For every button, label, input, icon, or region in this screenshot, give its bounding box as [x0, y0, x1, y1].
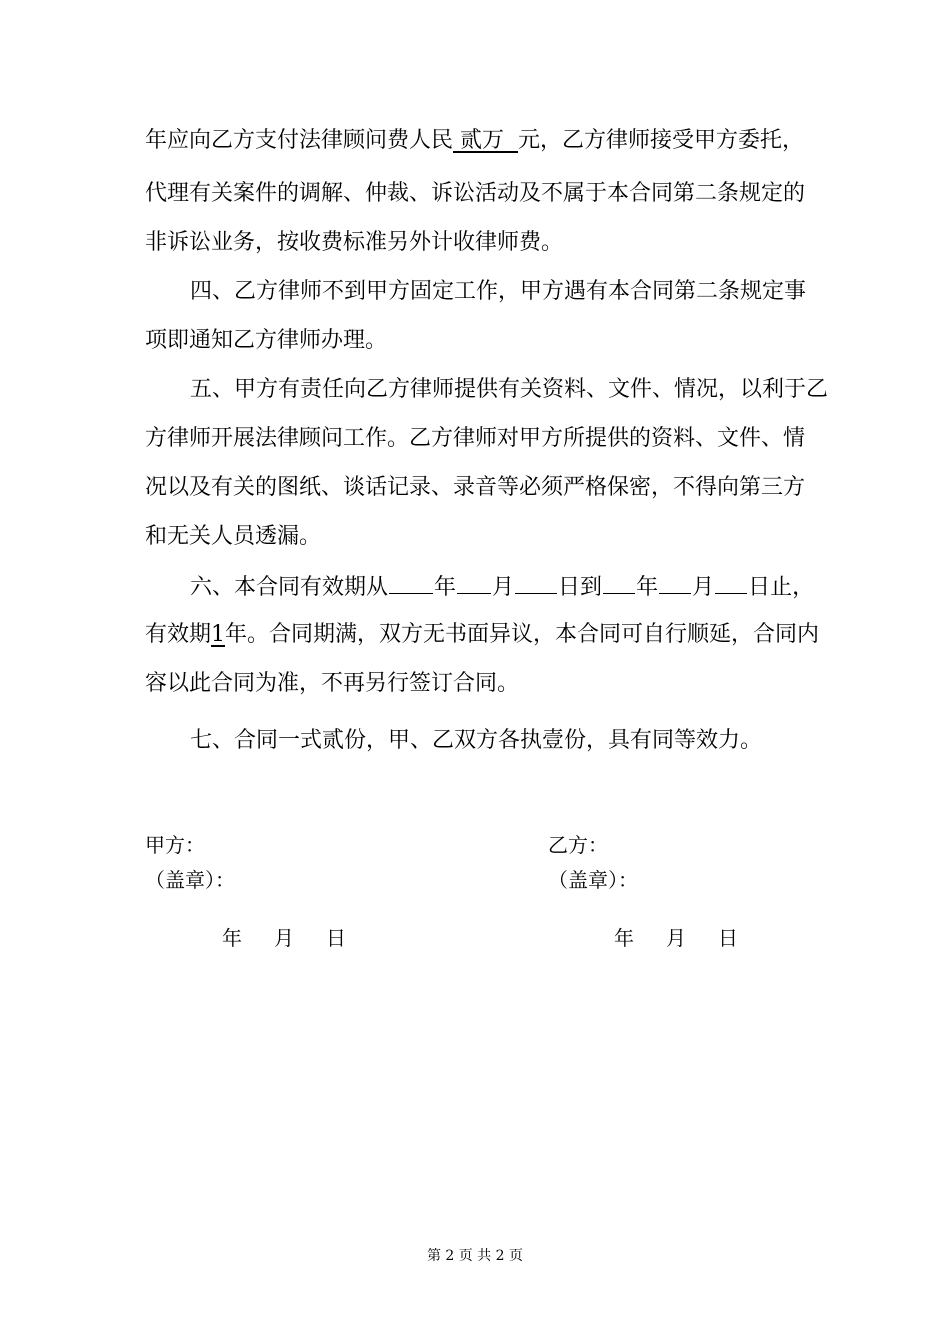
- validity-years: 1: [211, 622, 226, 647]
- end-month-blank: [659, 571, 691, 594]
- party-b-seal: （盖章）：: [548, 868, 638, 892]
- party-b-label: 乙方：: [548, 833, 608, 857]
- clause-7-line-1: 七、合同一式贰份，甲、乙双方各执壹份，具有同等效力。: [190, 728, 763, 753]
- fee-amount: 贰万: [460, 128, 505, 153]
- start-day-blank: [515, 571, 557, 594]
- end-year-blank: [603, 571, 635, 594]
- party-a-seal: （盖章）：: [145, 868, 235, 892]
- clause-3-line-2: 代理有关案件的调解、仲裁、诉讼活动及不属于本合同第二条规定的: [145, 181, 806, 206]
- clause-5-line-4: 和无关人员透漏。: [145, 524, 322, 549]
- page-number: 第 2 页 共 2 页: [426, 1248, 524, 1264]
- clause-5-line-3: 况以及有关的图纸、谈话记录、录音等必须严格保密，不得向第三方: [145, 475, 806, 500]
- end-day-blank: [715, 571, 747, 594]
- clause-4-line-1: 四、乙方律师不到甲方固定工作，甲方遇有本合同第二条规定事: [190, 279, 807, 304]
- party-a-date: 年 月 日: [222, 926, 346, 950]
- clause-3-line-1: 年应向乙方支付法律顾问费人民 贰万 元，乙方律师接受甲方委托，: [145, 128, 805, 153]
- clause-6-line-2: 有效期1年。合同期满，双方无书面异议，本合同可自行顺延，合同内: [145, 622, 820, 647]
- start-month-blank: [457, 571, 491, 594]
- party-b-date: 年 月 日: [614, 926, 738, 950]
- clause-4-line-2: 项即通知乙方律师办理。: [145, 328, 388, 353]
- clause-5-line-2: 方律师开展法律顾问工作。乙方律师对甲方所提供的资料、文件、情: [145, 426, 806, 451]
- clause-3-line-3: 非诉讼业务，按收费标准另外计收律师费。: [145, 230, 564, 255]
- clause-6-line-1: 六、本合同有效期从 年 月 日到 年 月 日止，: [190, 571, 814, 601]
- clause-6-line-3: 容以此合同为准，不再另行签订合同。: [145, 671, 520, 696]
- party-a-label: 甲方：: [145, 833, 205, 857]
- clause-5-line-1: 五、甲方有责任向乙方律师提供有关资料、文件、情况，以利于乙: [190, 377, 829, 402]
- start-year-blank: [389, 571, 433, 594]
